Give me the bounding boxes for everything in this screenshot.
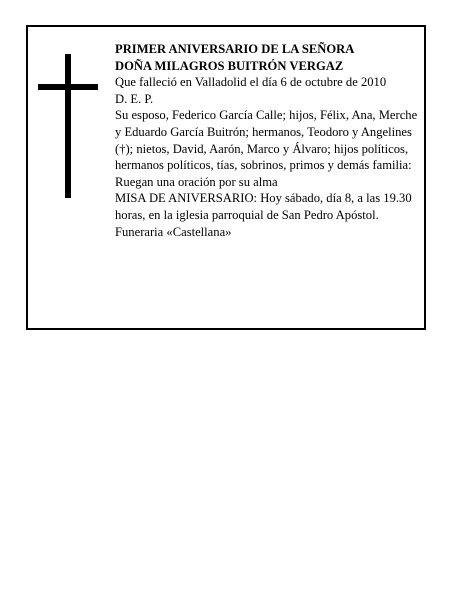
funeral-home: Funeraria «Castellana»: [115, 224, 232, 239]
notice-heading-line2: DOÑA MILAGROS BUITRÓN VERGAZ: [115, 58, 344, 73]
family-list: Su esposo, Federico García Calle; hijos, Félix, Ana, Merche y Eduardo García Buitrón; hermanos, Teodoro y Angelines (†); nietos, David, Aarón, Marco y Álvaro; hijos políticos, hermanos políticos, tías, sobrinos, primos y demás familia:: [115, 108, 418, 173]
cross-horizontal-bar: [38, 84, 98, 90]
death-info: Que falleció en Valladolid el día 6 de octubre de 2010: [115, 75, 387, 90]
prayer-request: Ruegan una oración por su alma: [115, 174, 278, 189]
cross-vertical-bar: [65, 54, 71, 198]
mass-info: MISA DE ANIVERSARIO: Hoy sábado, día 8, a las 19.30 horas, en la iglesia parroquial de San Pedro Apóstol.: [115, 191, 412, 222]
cross-icon: [38, 54, 98, 198]
rip-text: D. E. P.: [115, 91, 154, 106]
notice-text: [115, 41, 421, 240]
obituary-notice: [26, 25, 426, 330]
notice-heading-line1: PRIMER ANIVERSARIO DE LA SEÑORA: [115, 42, 355, 56]
